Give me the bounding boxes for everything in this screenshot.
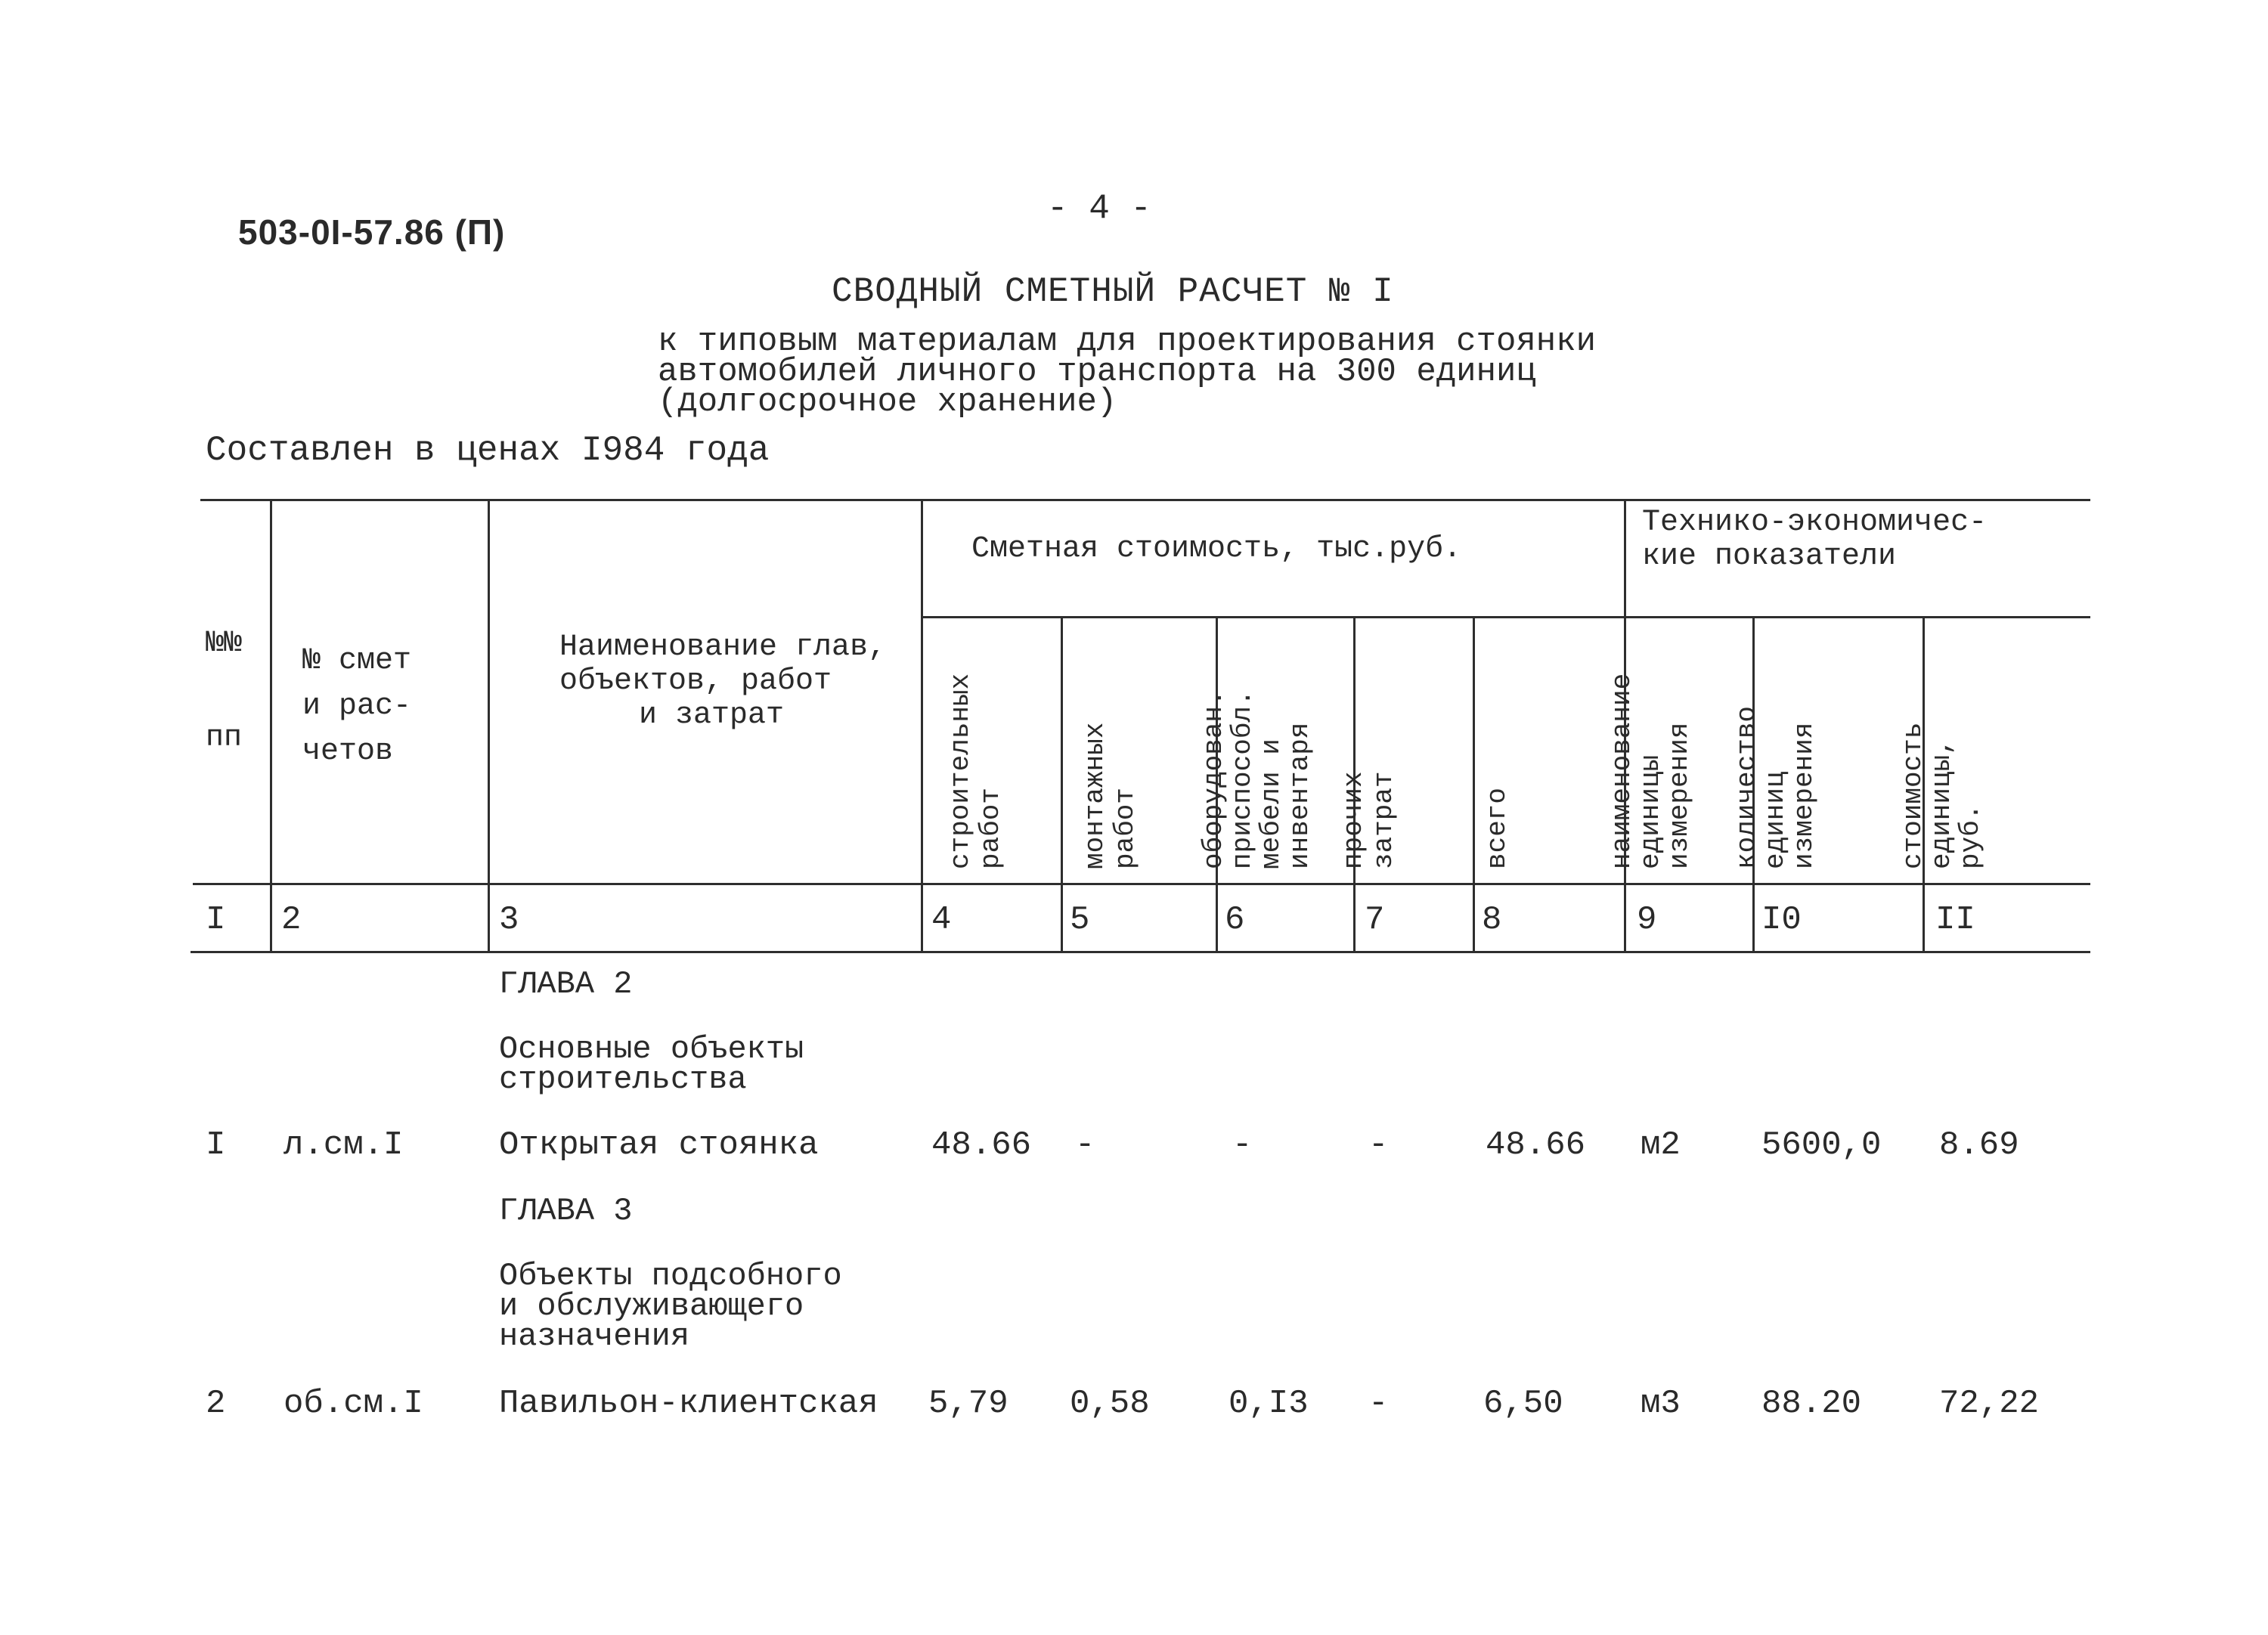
header-unit-count-line-1: количество: [1731, 705, 1762, 869]
row-1-name: Открытая стоянка: [499, 1126, 819, 1164]
row-2-quantity: 88.20: [1761, 1385, 1862, 1423]
header-unit-cost-line-3: руб.: [1955, 804, 1986, 869]
table-top-border: [200, 499, 2090, 501]
header-other-costs-line-1: прочих: [1338, 771, 1369, 869]
row-2-total: 6,50: [1483, 1385, 1563, 1423]
header-cost-group: Сметная стоимость, тыс.руб.: [971, 532, 1462, 566]
row-1-installation: -: [1075, 1126, 1095, 1164]
colnum-bottom-border: [191, 951, 2090, 953]
row-2-unit: м3: [1641, 1385, 1681, 1423]
row-2-name: Павильон-клиентская: [499, 1385, 878, 1423]
header-unit-name-line-2: единицы: [1635, 754, 1666, 869]
chapter-2-subtitle-line-1: Основные объекты: [499, 1031, 804, 1067]
col-divider-4: [1061, 616, 1063, 951]
column-number: 3: [499, 901, 519, 939]
chapter-3-subtitle-line-2: и обслуживающего: [499, 1288, 804, 1324]
header-other-costs-line-2: затрат: [1368, 771, 1399, 869]
header-total: всего: [1482, 787, 1513, 869]
header-num-line-2: пп: [206, 721, 243, 755]
row-1-construction: 48.66: [931, 1126, 1032, 1164]
header-estimate-line-3: четов: [302, 735, 394, 769]
header-unit-name-line-3: измерения: [1664, 722, 1695, 869]
column-number: 5: [1070, 901, 1090, 939]
row-2-construction: 5,79: [928, 1385, 1009, 1423]
row-2-installation: 0,58: [1070, 1385, 1150, 1423]
row-1-unit-cost: 8.69: [1939, 1126, 2019, 1164]
column-number: 6: [1225, 901, 1245, 939]
col-divider-2: [488, 500, 490, 951]
header-tech-group-line-2: кие показатели: [1642, 540, 1897, 574]
group-header-divider: [921, 616, 2090, 618]
header-name-line-3: и затрат: [639, 698, 785, 732]
chapter-3-subtitle-line-1: Объекты подсобного: [499, 1258, 842, 1294]
header-equipment-line-4: инвентаря: [1284, 722, 1315, 869]
column-number: I: [206, 901, 226, 939]
chapter-2-subtitle-line-2: строительства: [499, 1061, 747, 1098]
column-number: II: [1935, 901, 1975, 939]
header-estimate-line-1: № смет: [302, 644, 412, 678]
row-1-number: I: [206, 1126, 226, 1164]
header-name-line-2: объектов, работ: [559, 664, 832, 698]
col-divider-3: [921, 500, 923, 951]
row-1-total: 48.66: [1486, 1126, 1586, 1164]
header-construction-line-1: строительных: [945, 673, 976, 869]
header-unit-count-line-3: измерения: [1789, 722, 1820, 869]
header-unit-cost-line-1: стоимость: [1898, 722, 1929, 869]
prices-note: Составлен в ценах I984 года: [206, 431, 770, 470]
subtitle-line-2: автомобилей личного транспорта на 300 единиц: [658, 353, 1536, 391]
subtitle-line-3: (долгосрочное хранение): [658, 383, 1117, 421]
page-number: - 4 -: [1047, 189, 1152, 228]
column-number: I0: [1761, 901, 1802, 939]
header-installation-line-2: работ: [1110, 787, 1141, 869]
row-2-number: 2: [206, 1385, 226, 1423]
header-unit-count-line-2: единиц: [1760, 771, 1791, 869]
row-2-unit-cost: 72,22: [1939, 1385, 2040, 1423]
chapter-3-title: ГЛАВА 3: [499, 1193, 633, 1229]
chapter-2-title: ГЛАВА 2: [499, 966, 633, 1002]
col-divider-1: [270, 500, 272, 951]
header-unit-name-line-1: наименование: [1606, 673, 1637, 869]
header-bottom-border: [193, 883, 2090, 885]
row-1-estimate: л.см.I: [284, 1126, 404, 1164]
row-1-other: -: [1368, 1126, 1389, 1164]
header-name-line-1: Наименование глав,: [559, 630, 887, 664]
row-1-quantity: 5600,0: [1761, 1126, 1882, 1164]
column-number: 4: [931, 901, 952, 939]
column-number: 2: [281, 901, 302, 939]
chapter-3-subtitle-line-3: назначения: [499, 1318, 690, 1355]
document-title: СВОДНЫЙ СМЕТНЫЙ РАСЧЕТ № I: [832, 272, 1394, 311]
row-2-other: -: [1368, 1385, 1389, 1423]
column-number: 7: [1365, 901, 1385, 939]
row-2-estimate: об.см.I: [284, 1385, 423, 1423]
header-equipment-line-3: мебели и: [1256, 739, 1287, 869]
row-1-equipment: -: [1232, 1126, 1253, 1164]
column-number: 9: [1637, 901, 1657, 939]
header-num-line-1: №№: [206, 627, 243, 661]
header-installation-line-1: монтажных: [1080, 722, 1111, 869]
header-equipment-line-2: приспособл.: [1227, 689, 1258, 869]
header-unit-cost-line-2: единицы,: [1926, 739, 1957, 869]
row-1-unit: м2: [1641, 1126, 1681, 1164]
header-estimate-line-2: и рас-: [302, 689, 412, 723]
document-number: 503-0I-57.86 (П): [238, 212, 506, 252]
row-2-equipment: 0,I3: [1228, 1385, 1309, 1423]
column-number: 8: [1482, 901, 1502, 939]
header-construction-line-2: работ: [975, 787, 1006, 869]
col-divider-7: [1473, 616, 1475, 951]
header-equipment-line-1: оборудован.: [1198, 689, 1229, 869]
subtitle-line-1: к типовым материалам для проектирования стоянки: [658, 323, 1597, 361]
header-tech-group-line-1: Технико-экономичес-: [1642, 506, 1988, 540]
